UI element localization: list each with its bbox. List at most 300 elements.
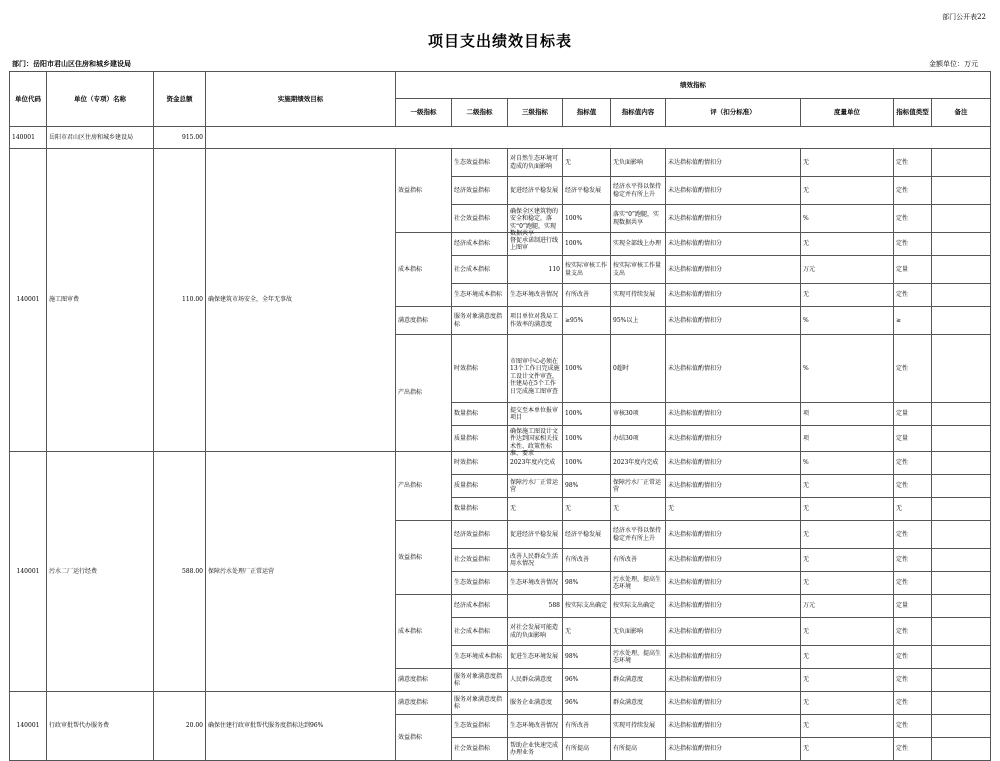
note: [932, 521, 991, 549]
value-type: 定性: [894, 618, 932, 646]
level1-indicator: 满意度指标: [396, 307, 452, 335]
indicator-value-text: 100%: [565, 410, 583, 418]
level2-indicator: [452, 572, 508, 595]
header-level3: 三级指标: [508, 99, 563, 127]
level3-indicator-text: 促进生态环境发展: [510, 653, 559, 661]
indicator-content-text: 无负面影响: [613, 627, 644, 635]
indicator-value: [563, 205, 611, 233]
indicator-value: [563, 618, 611, 646]
header-note: 备注: [932, 99, 991, 127]
scoring-standard: 未达指标值酌情扣分: [666, 669, 801, 692]
level3-indicator: [508, 149, 563, 177]
note: [932, 177, 991, 205]
level1-indicator: 效益指标: [396, 715, 452, 761]
measure-unit: 无: [801, 646, 894, 669]
indicator-row: [10, 452, 991, 475]
indicator-value-text: ≥95%: [565, 316, 584, 324]
measure-unit: 无: [801, 738, 894, 761]
level2-indicator-text: 社会成本指标: [454, 627, 491, 635]
level3-indicator-text: 督促承诺制进行线上图审: [510, 236, 559, 251]
note: [932, 646, 991, 669]
level2-indicator-text: 质量指标: [454, 482, 479, 490]
note: [932, 692, 991, 715]
indicator-value: [563, 149, 611, 177]
level3-indicator-text: 项目单位对我局工作效率的满意度: [510, 313, 559, 328]
level2-indicator-text: 社会成本指标: [454, 265, 491, 273]
indicator-value-text: 有所改善: [565, 722, 590, 730]
measure-unit: 无: [801, 521, 894, 549]
measure-unit: %: [801, 335, 894, 403]
project-code: 140001: [10, 692, 47, 761]
level3-indicator-text: 提交至本单位报审项目: [510, 406, 559, 421]
indicator-content: [611, 284, 666, 307]
measure-unit: 万元: [801, 256, 894, 284]
indicator-value: [563, 595, 611, 618]
indicator-value: [563, 715, 611, 738]
level2-indicator: [452, 618, 508, 646]
indicator-content: [611, 521, 666, 549]
indicator-row: [10, 692, 991, 715]
level2-indicator: [452, 521, 508, 549]
value-type: 定性: [894, 646, 932, 669]
note: [932, 335, 991, 403]
level2-indicator-text: 数量指标: [454, 410, 479, 418]
measure-unit: 万元: [801, 595, 894, 618]
level1-indicator: 产出指标: [396, 335, 452, 452]
note: [932, 233, 991, 256]
indicator-value: [563, 452, 611, 475]
indicator-content-text: 审核30项: [613, 410, 639, 418]
level1-indicator: 效益指标: [396, 521, 452, 595]
scoring-standard: 未达指标值酌情扣分: [666, 205, 801, 233]
project-name: 行政审批帮代办服务费: [47, 692, 154, 761]
note: [932, 475, 991, 498]
measure-unit: 无: [801, 715, 894, 738]
level2-indicator: [452, 669, 508, 692]
measure-unit: 项: [801, 426, 894, 452]
indicator-value-text: 有所改善: [565, 556, 590, 564]
level2-indicator-text: 服务对象满意度指标: [454, 313, 503, 328]
level2-indicator: [452, 595, 508, 618]
indicator-value: [563, 498, 611, 521]
scoring-standard: 未达指标值酌情扣分: [666, 284, 801, 307]
indicator-value-text: 96%: [565, 699, 579, 707]
indicator-value: [563, 521, 611, 549]
indicator-value: [563, 335, 611, 403]
level1-indicator: 成本指标: [396, 233, 452, 307]
summary-name: 岳阳市君山区住房和城乡建设局: [47, 127, 154, 149]
indicator-value-text: 98%: [565, 482, 579, 490]
indicator-content-text: 污水处理，提高生态环境: [613, 649, 662, 664]
scoring-standard: 未达指标值酌情扣分: [666, 521, 801, 549]
indicator-content: [611, 498, 666, 521]
indicator-value: [563, 669, 611, 692]
level2-indicator: [452, 549, 508, 572]
indicator-content: [611, 335, 666, 403]
value-type: 定性: [894, 549, 932, 572]
level2-indicator-text: 生态效益指标: [454, 722, 491, 730]
level2-indicator-text: 服务对象满意度指标: [454, 672, 503, 687]
note: [932, 149, 991, 177]
level2-indicator-text: 经济成本指标: [454, 240, 491, 248]
scoring-standard: 未达指标值酌情扣分: [666, 646, 801, 669]
scoring-standard: 未达指标值酌情扣分: [666, 475, 801, 498]
scoring-standard: 未达指标值酌情扣分: [666, 256, 801, 284]
measure-unit: 无: [801, 572, 894, 595]
level2-indicator: [452, 177, 508, 205]
note: [932, 572, 991, 595]
indicator-content: [611, 549, 666, 572]
scoring-standard: 未达指标值酌情扣分: [666, 403, 801, 426]
measure-unit: %: [801, 452, 894, 475]
scoring-standard: 未达指标值酌情扣分: [666, 233, 801, 256]
note: [932, 498, 991, 521]
indicator-content: [611, 738, 666, 761]
level3-indicator: [508, 498, 563, 521]
level3-indicator-text: 2023年度内完成: [510, 459, 556, 467]
level2-indicator-text: 经济成本指标: [454, 602, 491, 610]
value-type: 定性: [894, 475, 932, 498]
level3-indicator-text: 服务企业满意度: [510, 699, 553, 707]
project-code: 140001: [10, 452, 47, 692]
scoring-standard: 未达指标值酌情扣分: [666, 549, 801, 572]
measure-unit: %: [801, 307, 894, 335]
header-level1: 一级指标: [396, 99, 452, 127]
value-type: 定性: [894, 669, 932, 692]
level2-indicator: [452, 692, 508, 715]
level3-indicator: [508, 403, 563, 426]
value-type: 定性: [894, 738, 932, 761]
indicator-content: [611, 475, 666, 498]
indicator-content-text: 有所改善: [613, 556, 638, 564]
value-type: 定性: [894, 149, 932, 177]
level1-indicator: 产出指标: [396, 452, 452, 521]
header-level2: 二级指标: [452, 99, 508, 127]
measure-unit: 无: [801, 618, 894, 646]
level2-indicator: [452, 498, 508, 521]
indicator-content-text: 办结30项: [613, 434, 639, 442]
summary-code: 140001: [10, 127, 47, 149]
indicator-row: [10, 149, 991, 177]
level2-indicator: [452, 403, 508, 426]
level3-indicator-text: 市图审中心必须在13个工作日完成施工设计文件审查，住建局在5个工作日完成施工图审查: [510, 357, 560, 395]
department-label: 部门：岳阳市君山区住房和城乡建设局: [12, 59, 131, 68]
measure-unit: 无: [801, 498, 894, 521]
indicator-content: [611, 426, 666, 452]
note: [932, 256, 991, 284]
level3-indicator: [508, 618, 563, 646]
level3-indicator: [508, 335, 563, 403]
note: [932, 618, 991, 646]
measure-unit: 无: [801, 475, 894, 498]
indicator-value: [563, 549, 611, 572]
header-content: 指标值内容: [611, 99, 666, 127]
note: [932, 549, 991, 572]
measure-unit: 无: [801, 549, 894, 572]
indicator-content-text: 经济水平得以保持稳定并有所上升: [613, 183, 662, 198]
indicator-content-text: 落实“0”跑腿，实现数据共享: [613, 211, 659, 226]
scoring-standard: 未达指标值酌情扣分: [666, 692, 801, 715]
level3-indicator: 588: [508, 595, 563, 618]
scoring-standard: 未达指标值酌情扣分: [666, 149, 801, 177]
value-type: 定量: [894, 256, 932, 284]
indicator-value-text: 100%: [565, 364, 583, 372]
level2-indicator: [452, 284, 508, 307]
level2-indicator: [452, 475, 508, 498]
level2-indicator-text: 生态效益指标: [454, 158, 491, 166]
indicator-content: [611, 692, 666, 715]
measure-unit: 无: [801, 149, 894, 177]
header-code: 单位代码: [10, 72, 47, 127]
level3-indicator-text: 改善人民群众生活用水情况: [510, 552, 559, 567]
level2-indicator: [452, 335, 508, 403]
note: [932, 738, 991, 761]
note: [932, 307, 991, 335]
measure-unit: 无: [801, 177, 894, 205]
indicator-content: [611, 403, 666, 426]
scoring-standard: 未达指标值酌情扣分: [666, 738, 801, 761]
indicator-value-text: 96%: [565, 676, 579, 684]
level3-indicator: [508, 521, 563, 549]
indicator-value-text: 100%: [565, 214, 583, 222]
indicator-value-text: 有所提高: [565, 745, 590, 753]
indicator-content-text: 实现可持续发展: [613, 722, 656, 730]
scoring-standard: 未达指标值酌情扣分: [666, 335, 801, 403]
indicator-content: [611, 452, 666, 475]
header-value: 指标值: [563, 99, 611, 127]
level2-indicator-text: 生态环境成本指标: [454, 291, 503, 299]
indicator-content: [611, 618, 666, 646]
value-type: 无: [894, 498, 932, 521]
value-type: 定量: [894, 595, 932, 618]
indicator-content-text: 95%以上: [613, 316, 639, 324]
level2-indicator: [452, 233, 508, 256]
indicator-value: [563, 177, 611, 205]
indicator-content: [611, 669, 666, 692]
value-type: 定量: [894, 426, 932, 452]
level3-indicator: [508, 426, 563, 457]
scoring-standard: 未达指标值酌情扣分: [666, 618, 801, 646]
value-type: 定性: [894, 521, 932, 549]
note: [932, 715, 991, 738]
indicator-content-text: 群众满意度: [613, 699, 644, 707]
level1-indicator: 效益指标: [396, 149, 452, 233]
level2-indicator: [452, 646, 508, 669]
note: [932, 403, 991, 426]
header-score: 评（扣分标准）: [666, 99, 801, 127]
indicator-content: [611, 307, 666, 335]
summary-amount: 915.00: [154, 127, 206, 149]
measure-unit: 无: [801, 669, 894, 692]
note: [932, 595, 991, 618]
indicator-content-text: 保障污水厂正常运营: [613, 478, 662, 493]
indicator-content-text: 实现可持续发展: [613, 291, 656, 299]
scoring-standard: 无: [666, 498, 801, 521]
level2-indicator-text: 社会效益指标: [454, 745, 491, 753]
level2-indicator-text: 经济效益指标: [454, 530, 491, 538]
value-type: 定量: [894, 403, 932, 426]
page-number: 部门公开表22: [942, 13, 986, 21]
level3-indicator-text: 确保全区建筑物的安全和稳定，落实“0”跑腿，实现数据共享: [510, 207, 559, 237]
indicator-content-text: 无: [613, 505, 620, 513]
scoring-standard: 未达指标值酌情扣分: [666, 177, 801, 205]
scoring-standard: 未达指标值酌情扣分: [666, 452, 801, 475]
level2-indicator-text: 质量指标: [454, 434, 479, 442]
level2-indicator-text: 社会效益指标: [454, 556, 491, 564]
level3-indicator: [508, 205, 563, 237]
value-type: 定性: [894, 452, 932, 475]
level3-indicator-text: 帮助企业快速完成办理业务: [510, 741, 559, 756]
level2-indicator-text: 生态效益指标: [454, 579, 491, 587]
indicator-content: [611, 233, 666, 256]
note: [932, 284, 991, 307]
value-type: 定性: [894, 205, 932, 233]
level3-indicator: [508, 177, 563, 205]
value-type: 定性: [894, 177, 932, 205]
measure-unit: 无: [801, 284, 894, 307]
level1-indicator: 满意度指标: [396, 692, 452, 715]
level3-indicator: [508, 669, 563, 692]
note: [932, 452, 991, 475]
indicator-value: [563, 307, 611, 335]
indicator-content-text: 实现全部线上办理: [613, 240, 662, 248]
level3-indicator: [508, 646, 563, 669]
level2-indicator-text: 生态环境成本指标: [454, 653, 503, 661]
indicator-content: [611, 646, 666, 669]
level3-indicator-text: 保障污水厂正常运营: [510, 478, 559, 493]
level3-indicator: [508, 692, 563, 715]
measure-unit: 项: [801, 403, 894, 426]
indicator-content: [611, 256, 666, 284]
level2-indicator-text: 服务对象满意度指标: [454, 695, 503, 710]
indicator-value: [563, 256, 611, 284]
level3-indicator: [508, 307, 563, 335]
indicator-value-text: 100%: [565, 459, 583, 467]
level3-indicator: 110: [508, 256, 563, 284]
indicator-value-text: 经济平稳发展: [565, 186, 602, 194]
header-goal: 实施期绩效目标: [206, 72, 396, 127]
summary-empty: [206, 127, 991, 149]
level1-indicator: 成本指标: [396, 595, 452, 669]
level1-indicator: 满意度指标: [396, 669, 452, 692]
level3-indicator: [508, 284, 563, 307]
level2-indicator-text: 时效指标: [454, 364, 479, 372]
level3-indicator-text: 生态环境改善情况: [510, 291, 559, 299]
indicator-content: [611, 715, 666, 738]
indicator-value-text: 有所改善: [565, 291, 590, 299]
indicator-value-text: 无: [565, 158, 572, 166]
level2-indicator: [452, 452, 508, 475]
level3-indicator: [508, 475, 563, 498]
indicator-content-text: 按实际支出确定: [613, 602, 656, 610]
project-amount: 110.00: [154, 149, 206, 452]
indicator-content-text: 群众满意度: [613, 676, 644, 684]
level3-indicator: [508, 738, 563, 761]
indicator-value-text: 100%: [565, 240, 583, 248]
scoring-standard: 未达指标值酌情扣分: [666, 426, 801, 452]
indicator-content-text: 0超时: [613, 364, 629, 372]
indicator-value: [563, 738, 611, 761]
indicator-value: [563, 403, 611, 426]
header-measure: 度量单位: [801, 99, 894, 127]
level3-indicator-text: 促进经济平稳发展: [510, 530, 559, 538]
value-type: 定性: [894, 335, 932, 403]
level2-indicator: [452, 426, 508, 452]
note: [932, 426, 991, 452]
indicator-value: [563, 692, 611, 715]
level2-indicator: [452, 307, 508, 335]
level3-indicator-text: 生态环境改善情况: [510, 722, 559, 730]
level3-indicator-text: 无: [510, 505, 517, 513]
level3-indicator-text: 生态环境改善情况: [510, 579, 559, 587]
indicator-content: [611, 572, 666, 595]
indicator-value: [563, 572, 611, 595]
indicator-content: [611, 177, 666, 205]
header-amount: 资金总额: [154, 72, 206, 127]
level2-indicator: [452, 205, 508, 233]
indicator-content-text: 无负面影响: [613, 158, 644, 166]
value-type: 定性: [894, 233, 932, 256]
level2-indicator-text: 时效指标: [454, 459, 479, 467]
project-goal: 确保住建行政审批帮代服务度指标达到96%: [206, 692, 396, 761]
level2-indicator: [452, 715, 508, 738]
level3-indicator-text: 促进经济平稳发展: [510, 186, 559, 194]
scoring-standard: 未达指标值酌情扣分: [666, 715, 801, 738]
value-type: ≥: [894, 307, 932, 335]
indicator-content: [611, 595, 666, 618]
indicator-value: [563, 284, 611, 307]
project-code: 140001: [10, 149, 47, 452]
project-goal: 保障污水处理厂正常运营: [206, 452, 396, 692]
indicator-value: [563, 426, 611, 452]
level2-indicator: [452, 738, 508, 761]
value-type: 定性: [894, 572, 932, 595]
value-type: 定性: [894, 692, 932, 715]
scoring-standard: 未达指标值酌情扣分: [666, 595, 801, 618]
scoring-standard: 未达指标值酌情扣分: [666, 572, 801, 595]
measure-unit: 无: [801, 233, 894, 256]
header-type: 指标值类型: [894, 99, 932, 127]
header-name: 单位（专项）名称: [47, 72, 154, 127]
indicator-value: [563, 646, 611, 669]
indicator-value-text: 按实际审核工作量支出: [565, 262, 608, 277]
indicator-value-text: 98%: [565, 653, 579, 661]
indicator-content-text: 经济水平得以保持稳定并有所上升: [613, 527, 662, 542]
level2-indicator: [452, 149, 508, 177]
level3-indicator: [508, 549, 563, 572]
level3-indicator-text: 对自然生态环境可造成的负面影响: [510, 155, 559, 170]
indicator-value-text: 98%: [565, 579, 579, 587]
level3-indicator-text: 确保施工图设计文件达到国家相关技术性、政策性标准、要求: [510, 427, 559, 457]
value-type: 定性: [894, 715, 932, 738]
header-indicators: 绩效指标: [396, 72, 991, 99]
note: [932, 205, 991, 233]
level3-indicator-text: 人民群众满意度: [510, 676, 553, 684]
indicator-content: [611, 149, 666, 177]
project-amount: 588.00: [154, 452, 206, 692]
level2-indicator: [452, 256, 508, 284]
project-name: 施工图审费: [47, 149, 154, 452]
value-type: 定性: [894, 284, 932, 307]
summary-row: [10, 127, 991, 149]
measure-unit: %: [801, 205, 894, 233]
indicator-value: [563, 475, 611, 498]
indicator-value: [563, 233, 611, 256]
level3-indicator: [508, 715, 563, 738]
indicator-content-text: 2023年度内完成: [613, 459, 659, 467]
indicator-value-text: 无: [565, 627, 572, 635]
level3-indicator-text: 对社会发展可能造成的负面影响: [510, 624, 559, 639]
